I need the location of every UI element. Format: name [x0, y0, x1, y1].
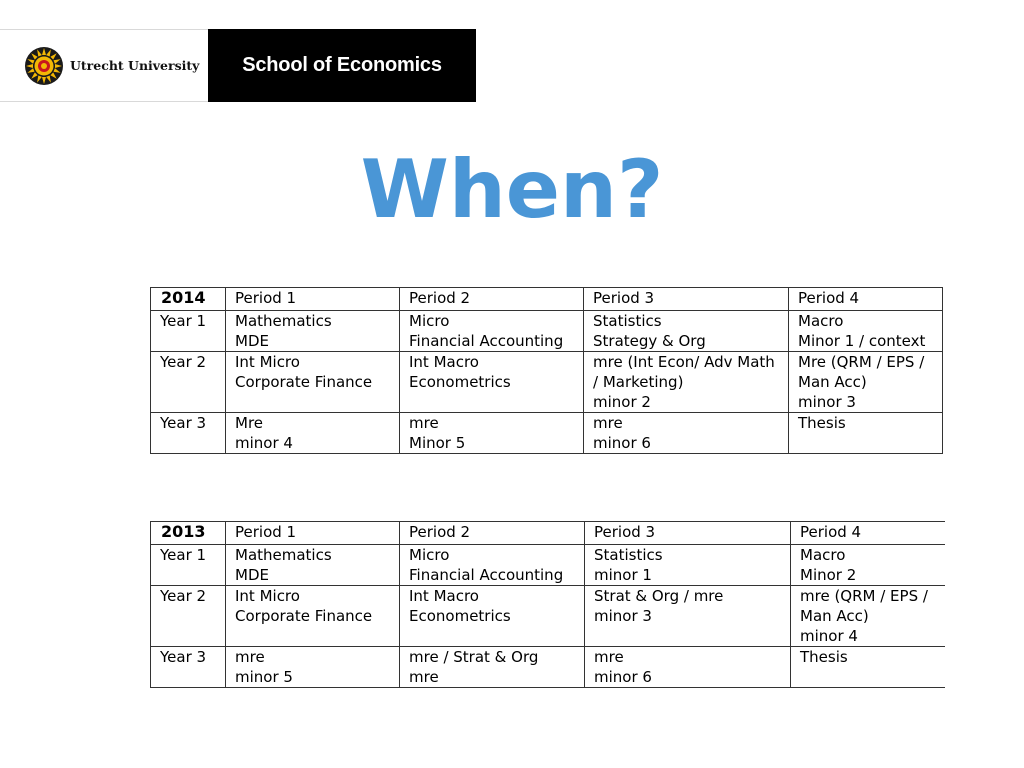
row-label: Year 1: [151, 545, 226, 586]
schedule-table-2014: [150, 287, 943, 454]
table-cell: Mre minor 4: [226, 413, 400, 454]
table-cell: Micro Financial Accounting: [400, 311, 584, 352]
university-name: Utrecht University: [70, 58, 200, 73]
period-header: Period 2: [400, 288, 584, 311]
period-header: Period 1: [226, 522, 400, 545]
table-row: [151, 352, 943, 413]
header-banner: [0, 29, 476, 102]
row-label: Year 3: [151, 647, 226, 688]
table-row: [151, 586, 945, 647]
table-cell: Macro Minor 1 / context: [789, 311, 943, 352]
table-row: [151, 545, 945, 586]
school-name: School of Economics: [208, 29, 476, 102]
table-cell: Mathematics MDE: [226, 545, 400, 586]
period-header: Period 1: [226, 288, 400, 311]
table-row: [151, 413, 943, 454]
row-label: Year 3: [151, 413, 226, 454]
table-cell: Mre (QRM / EPS / Man Acc) minor 3: [789, 352, 943, 413]
schedule-table-2013: [150, 521, 945, 688]
table-year: 2014: [151, 288, 226, 311]
table-cell: Int Macro Econometrics: [400, 352, 584, 413]
row-label: Year 1: [151, 311, 226, 352]
table-cell: Macro Minor 2: [791, 545, 945, 586]
period-header: Period 3: [585, 522, 791, 545]
table-cell: Mathematics MDE: [226, 311, 400, 352]
row-label: Year 2: [151, 586, 226, 647]
table-cell: mre minor 5: [226, 647, 400, 688]
page-title: When?: [360, 143, 664, 236]
table-header-row: [151, 288, 943, 311]
period-header: Period 4: [791, 522, 945, 545]
table-cell: Micro Financial Accounting: [400, 545, 585, 586]
table-cell: mre / Strat & Org mre: [400, 647, 585, 688]
period-header: Period 3: [584, 288, 789, 311]
row-label: Year 2: [151, 352, 226, 413]
table-cell: mre (QRM / EPS / Man Acc) minor 4: [791, 586, 945, 647]
table-cell: mre (Int Econ/ Adv Math / Marketing) minor 2: [584, 352, 789, 413]
period-header: Period 4: [789, 288, 943, 311]
period-header: Period 2: [400, 522, 585, 545]
table-row: [151, 647, 945, 688]
table-row: [151, 311, 943, 352]
table-cell: Strat & Org / mre minor 3: [585, 586, 791, 647]
table-cell: Statistics minor 1: [585, 545, 791, 586]
table-cell: mre minor 6: [584, 413, 789, 454]
university-logo: [0, 29, 208, 102]
table-cell: Statistics Strategy & Org: [584, 311, 789, 352]
table-cell: Int Micro Corporate Finance: [226, 586, 400, 647]
table-cell: Int Macro Econometrics: [400, 586, 585, 647]
table-cell: Thesis: [789, 413, 943, 454]
table-header-row: [151, 522, 945, 545]
table-cell: mre minor 6: [585, 647, 791, 688]
table-cell: mre Minor 5: [400, 413, 584, 454]
table-cell: Thesis: [791, 647, 945, 688]
table-year: 2013: [151, 522, 226, 545]
table-cell: Int Micro Corporate Finance: [226, 352, 400, 413]
sun-seal-icon: [24, 46, 64, 86]
